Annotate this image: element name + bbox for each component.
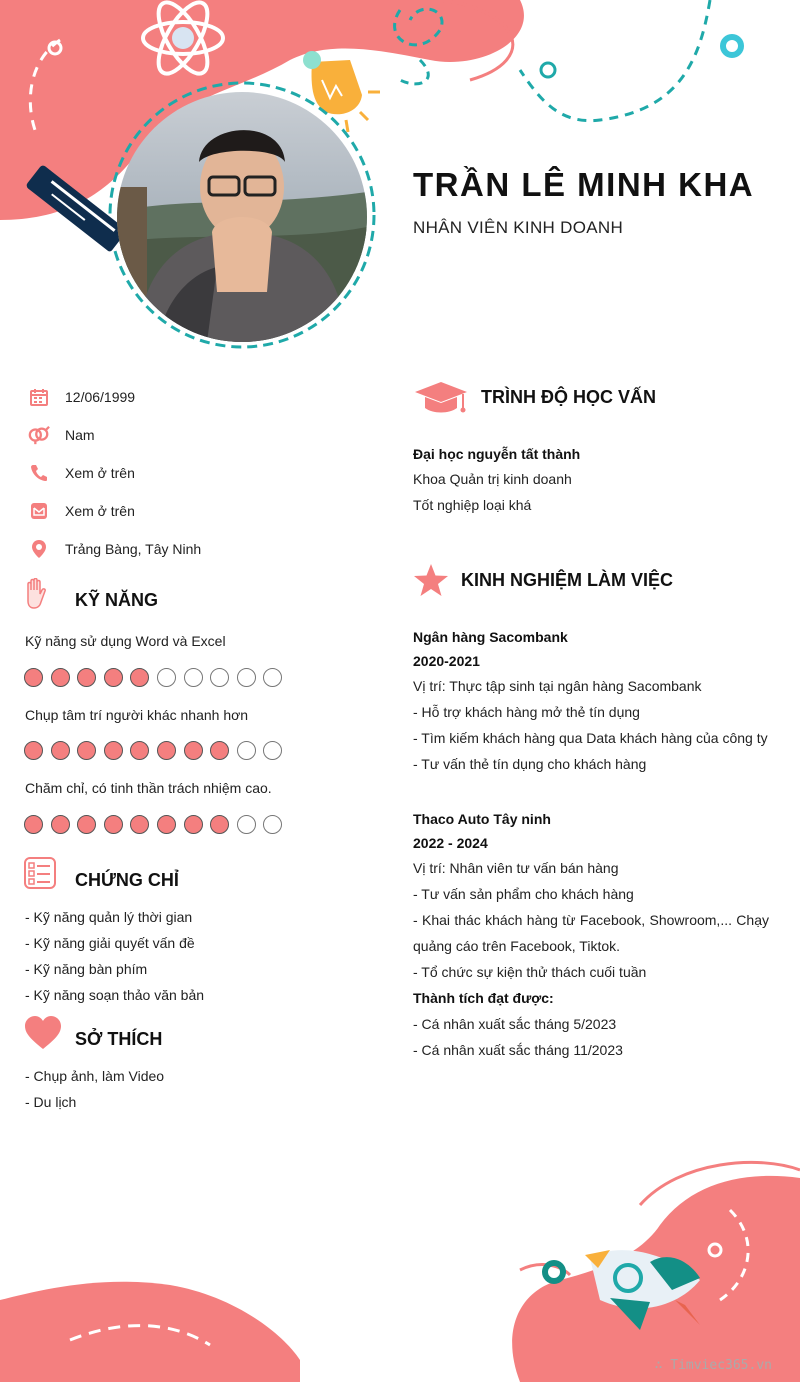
location-icon (28, 538, 50, 560)
rating-dot-empty (184, 668, 203, 687)
info-phone (28, 460, 135, 486)
skill-label: Chăm chỉ, có tinh thần trách nhiệm cao. (25, 780, 272, 796)
rating-dot-empty (157, 668, 176, 687)
job-detail: - Hỗ trợ khách hàng mở thẻ tín dụng (413, 704, 640, 720)
job-detail: - Tư vấn thẻ tín dụng cho khách hàng (413, 756, 647, 772)
calendar-icon (28, 386, 50, 408)
rating-dot-filled (104, 668, 123, 687)
rating-dot-empty (237, 668, 256, 687)
job-detail: - Khai thác khách hàng từ Facebook, Showroom,... Chạy (413, 912, 769, 928)
rating-dot-filled (51, 668, 70, 687)
email-icon (28, 500, 50, 522)
rating-dot-empty (237, 815, 256, 834)
company-name: Thaco Auto Tây ninh (413, 811, 551, 827)
job-title: NHÂN VIÊN KINH DOANH (413, 218, 624, 237)
rating-dot-filled (104, 815, 123, 834)
phone-text: Xem ở trên (65, 465, 135, 481)
hand-icon (24, 578, 48, 615)
rating-dot-filled (184, 815, 203, 834)
watermark: ∴ Timviec365.vn (654, 1358, 772, 1373)
candidate-name: TRẦN LÊ MINH KHA (413, 166, 755, 203)
info-email (28, 498, 135, 524)
skills-title: KỸ NĂNG (75, 590, 159, 610)
rating-dot-filled (210, 741, 229, 760)
job-detail: - Tìm kiếm khách hàng qua Data khách hàng của công ty (413, 730, 768, 746)
education-major: Khoa Quản trị kinh doanh (413, 471, 572, 487)
rating-dot-filled (184, 741, 203, 760)
rating-dot-filled (77, 668, 96, 687)
skill-label: Chụp tâm trí người khác nhanh hơn (25, 707, 249, 723)
skill-rating (24, 668, 282, 687)
education-title: TRÌNH ĐỘ HỌC VẤN (481, 387, 656, 407)
company-name: Ngân hàng Sacombank (413, 629, 568, 645)
school-name: Đại học nguyễn tất thành (413, 446, 581, 462)
info-location (28, 536, 202, 562)
achievement-item: - Cá nhân xuất sắc tháng 11/2023 (413, 1042, 623, 1058)
rating-dot-filled (210, 815, 229, 834)
skill-label: Kỹ năng sử dụng Word và Excel (25, 633, 226, 649)
certificate-item: - Kỹ năng giải quyết vấn đề (25, 935, 195, 951)
skill-rating (24, 815, 282, 834)
graduation-cap-icon (413, 380, 469, 419)
hobbies-title: SỞ THÍCH (75, 1029, 163, 1049)
location-text: Trảng Bàng, Tây Ninh (65, 541, 202, 557)
rating-dot-filled (24, 668, 43, 687)
achievements-title: Thành tích đạt được: (413, 990, 554, 1006)
certificate-item: - Kỹ năng bàn phím (25, 961, 148, 977)
heart-icon (24, 1016, 62, 1055)
rating-dot-filled (157, 815, 176, 834)
profile-photo (117, 92, 367, 342)
gender-text: Nam (65, 427, 95, 443)
hobby-item: - Chụp ảnh, làm Video (25, 1068, 165, 1084)
star-icon (413, 563, 449, 602)
rating-dot-empty (210, 668, 229, 687)
achievement-item: - Cá nhân xuất sắc tháng 5/2023 (413, 1016, 617, 1032)
job-period: 2020-2021 (413, 653, 480, 669)
certificate-item: - Kỹ năng soạn thảo văn bản (25, 987, 205, 1003)
job-detail: Vị trí: Thực tập sinh tại ngân hàng Sacombank (413, 678, 702, 694)
gender-icon (28, 424, 50, 446)
job-detail: quảng cáo trên Facebook, Tiktok. (413, 938, 621, 954)
job-detail: Vị trí: Nhân viên tư vấn bán hàng (413, 860, 619, 876)
rating-dot-filled (51, 815, 70, 834)
phone-icon (28, 462, 50, 484)
rating-dot-empty (237, 741, 256, 760)
education-result: Tốt nghiệp loại khá (413, 497, 532, 513)
rating-dot-filled (104, 741, 123, 760)
rating-dot-filled (24, 815, 43, 834)
info-birthdate (28, 384, 136, 410)
job-period: 2022 - 2024 (413, 835, 488, 851)
rating-dot-filled (51, 741, 70, 760)
experience-title: KINH NGHIỆM LÀM VIỆC (461, 570, 674, 590)
rating-dot-filled (130, 815, 149, 834)
certificates-title: CHỨNG CHỈ (75, 870, 179, 890)
rating-dot-empty (263, 668, 282, 687)
info-gender (28, 422, 95, 448)
job-detail: - Tổ chức sự kiện thử thách cuối tuần (413, 964, 647, 980)
skill-rating (24, 741, 282, 760)
rating-dot-empty (263, 815, 282, 834)
rating-dot-filled (130, 741, 149, 760)
rating-dot-filled (157, 741, 176, 760)
rating-dot-filled (24, 741, 43, 760)
certificate-item: - Kỹ năng quản lý thời gian (25, 909, 193, 925)
birthdate-text: 12/06/1999 (65, 389, 136, 405)
job-detail: - Tư vấn sản phẩm cho khách hàng (413, 886, 634, 902)
rating-dot-filled (77, 815, 96, 834)
rating-dot-filled (77, 741, 96, 760)
checklist-icon (24, 857, 56, 894)
rating-dot-empty (263, 741, 282, 760)
hobby-item: - Du lịch (25, 1094, 77, 1110)
email-text: Xem ở trên (65, 503, 135, 519)
rating-dot-filled (130, 668, 149, 687)
